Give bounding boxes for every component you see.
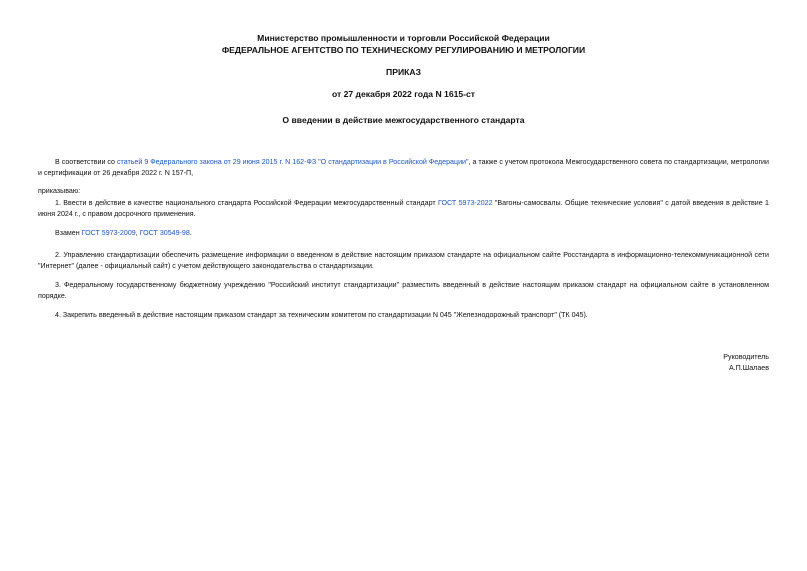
gost-5973-2022-link[interactable]: ГОСТ 5973-2022 [438,199,493,207]
signature-title: Руководитель [723,353,769,361]
gost-30549-98-link[interactable]: ГОСТ 30549-98 [139,229,190,237]
replace-suffix: . [189,229,192,237]
item-3-paragraph: 3. Федеральному государственному бюджетному учреждению "Российский институт стандартизации" разместить введенный в действие настоящим приказом стандарт на официальном сайте в установленном порядке. [38,281,769,300]
item-1-suffix: "Вагоны-самосвалы. Общие технические условия" с датой введения в действие 1 июня 2024 г., с правом досрочного применения. [38,199,769,218]
law-link[interactable]: статьей 9 Федерального закона от 29 июня 2015 г. N 162-ФЗ "О стандартизации в Российской Федерации" [116,158,469,166]
order-word: приказываю: [38,187,81,195]
intro-paragraph [38,157,769,179]
item-2-paragraph: 2. Управлению стандартизации обеспечить размещение информации о введенном в действие настоящим приказом стандарте на официальном сайте Росстандарта в информационно-телекоммуникационной сети "Интернет" (далее - официальный сайт) с учетом действующего законодательства о стандартизации. [38,251,769,270]
item-1-prefix: 1. Ввести в действие в качестве национального стандарта Российской Федерации межгосударственный стандарт [55,199,439,207]
document-date-number: от 27 декабря 2022 года N 1615-ст [331,89,476,99]
replace-prefix: Взамен [55,229,82,237]
replace-separator: , [135,229,140,237]
signature-name: А.П.Шалаев [728,364,769,372]
ministry-name: Министерство промышленности и торговли Российской Федерации [257,33,550,43]
item-1-paragraph [38,198,769,220]
agency-name: ФЕДЕРАЛЬНОЕ АГЕНТСТВО ПО ТЕХНИЧЕСКОМУ РЕГУЛИРОВАНИЮ И МЕТРОЛОГИИ [221,45,586,55]
gost-5973-2009-link[interactable]: ГОСТ 5973-2009 [81,229,136,237]
document-subject: О введении в действие межгосударственного стандарта [282,115,525,125]
intro-suffix: , а также с учетом протокола Межгосударственного совета по стандартизации, метрологии и сертификации от 26 декабря 2022 г. N 157-П, [38,158,769,177]
intro-prefix: В соответствии со [55,158,117,166]
document-type: ПРИКАЗ [386,67,421,77]
replacement-paragraph [38,228,769,239]
item-4-paragraph: 4. Закрепить введенный в действие настоящим приказом стандарт за техническим комитетом по стандартизации N 045 "Железнодорожный транспорт" (ТК 045). [55,311,588,319]
